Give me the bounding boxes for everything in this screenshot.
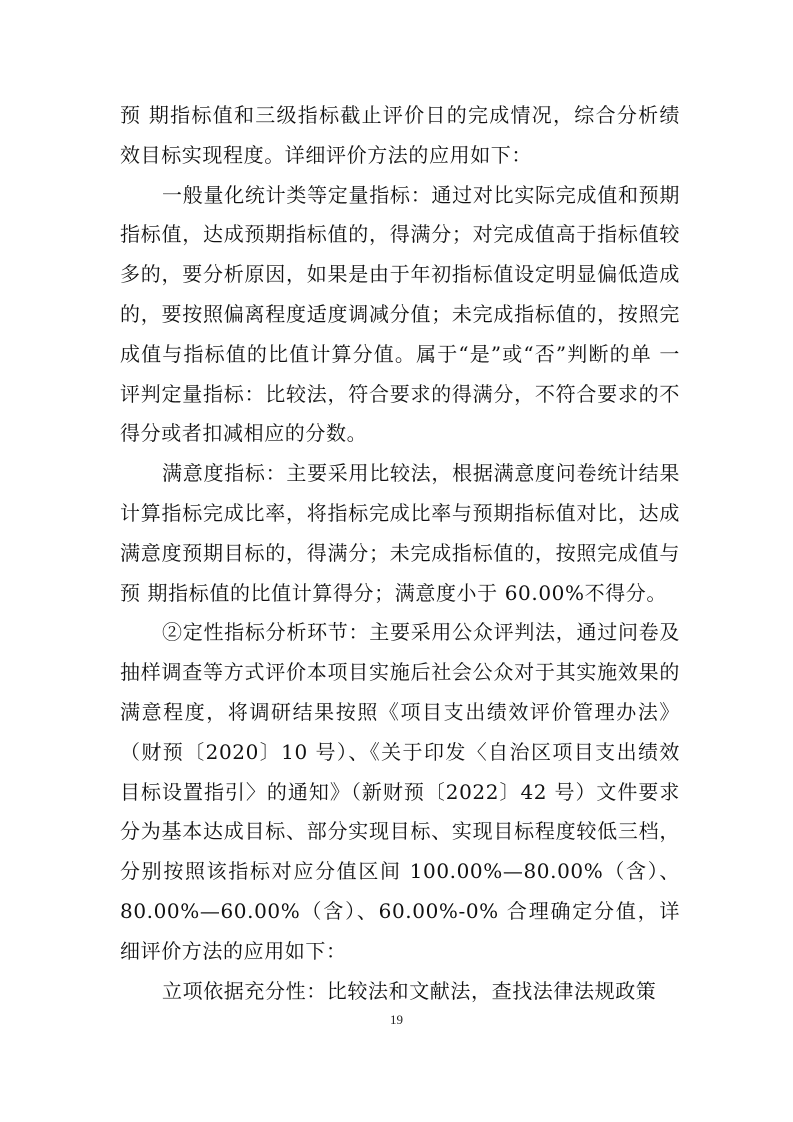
paragraph-3: 满意度指标：主要采用比较法，根据满意度问卷统计结果计算指标完成比率，将指标完成比率与预期指标值对比，达成满意度预期目标的，得满分；未完成指标值的，按照完成值与预 期指标值的比值计算得分；满意度小于 60.00%不得分。 [120,461,680,605]
paragraph-1: 预 期指标值和三级指标截止评价日的完成情况，综合分析绩效目标实现程度。详细评价方法的应用如下： [120,103,680,167]
paragraph-4: ②定性指标分析环节：主要采用公众评判法，通过问卷及 抽样调查等方式评价本项目实施后社会公众对于其实施效果的满意程度，将调研结果按照《项目支出绩效评价管理办法》（财预〔2020〕10 号）、《关于印发〈自治区项目支出绩效目标设置指引〉的通知》（新财预〔2022〕42 号）文件要求分为基本达成目标、部分实现目标、实现目标程度较低三档，分别按照该指标对应分值区间 100.00%—80.00%（含）、80.00%—60.00%（含）、60.00%-0% 合理确定分值，详细评价方法的应用如下： [120,620,680,963]
paragraph-2: 一般量化统计类等定量指标：通过对比实际完成值和预期 指标值，达成预期指标值的，得满分；对完成值高于指标值较 多的，要分析原因，如果是由于年初指标值设定明显偏低造成的，要按照偏离程度适度调减分值；未完成指标值的，按照完成值与指标值的比值计算分值。属于“是”或“否”判断的单 一评判定量指标：比较法，符合要求的得满分，不符合要求的不得分或者扣减相应的分数。 [120,182,680,446]
page-number: 19 [390,1012,403,1027]
paragraph-5: 立项依据充分性：比较法和文献法，查找法律法规政策 [162,978,657,1003]
body-text [120,96,680,1011]
